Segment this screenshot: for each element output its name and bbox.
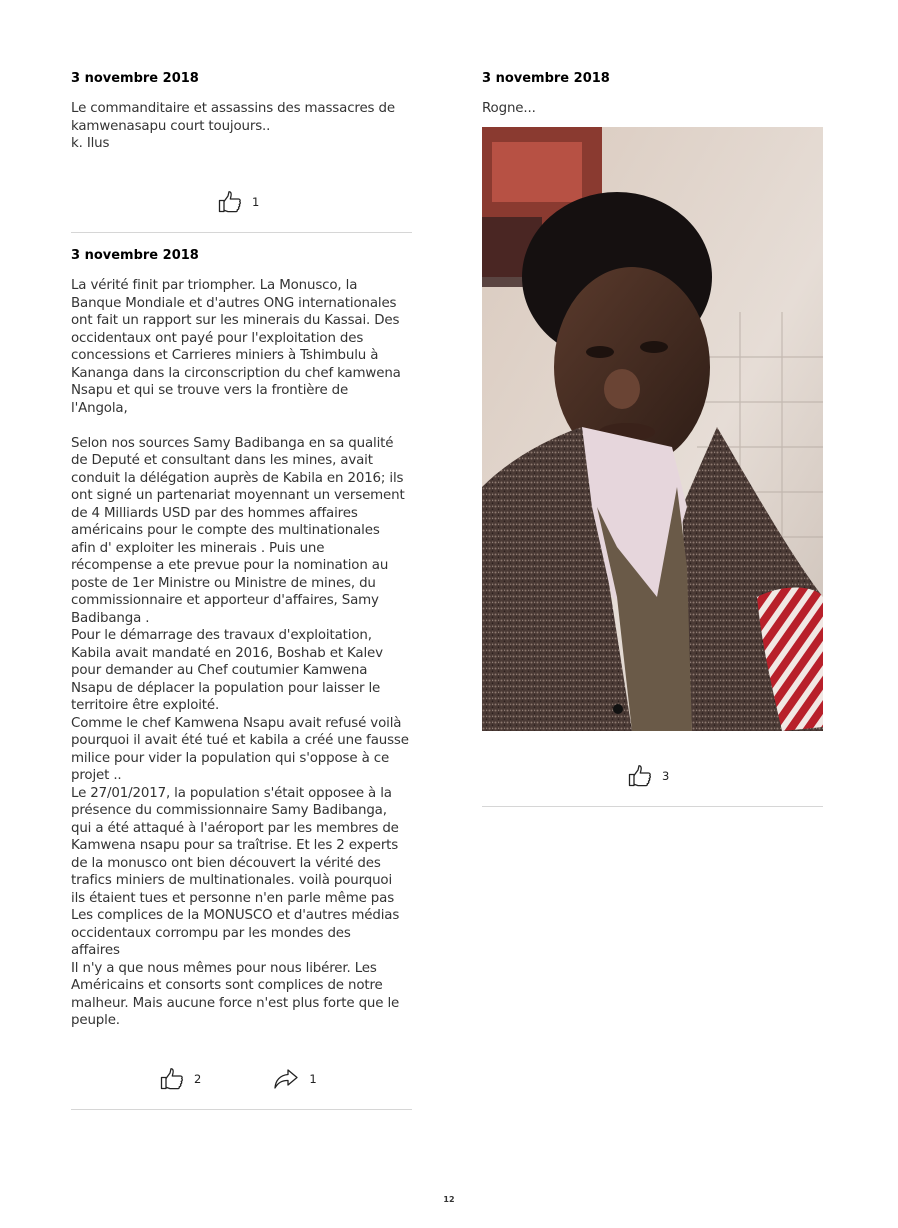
post-reactions [628, 763, 669, 789]
like-button[interactable] [628, 764, 669, 788]
like-button[interactable] [218, 190, 259, 214]
portrait-photo [482, 127, 823, 731]
post-photo [482, 127, 823, 731]
like-count: 2 [194, 1072, 202, 1086]
share-arrow-icon [273, 1067, 299, 1091]
post-reactions [218, 189, 259, 215]
share-count: 1 [309, 1072, 317, 1086]
thumbs-up-icon [218, 190, 242, 214]
post-text: La vérité finit par triompher. La Monusco, la Banque Mondiale et d'autres ONG internationales ont fait un rapport sur les minerais du Kassai. Des occidentaux ont payé pour l'exploitation des concessions et Carrieres miniers à Tshimbulu à Kananga dans la circonscription du chef kamwena Nsapu et qui se trouve vers la frontière de l'Angola, Selon nos sources Samy Badibanga en sa qualité de Deputé et consultant dans les mines, avait conduit la délégation auprès de Kabila en 2016; ils ont signé un partenariat moyennant un versement de 4 Milliards USD par des hommes affaires américains pour le compte des multinationales afin d' exploiter les minerais . Puis une récompense a ete prevue pour la nomination au poste de 1er Ministre ou Ministre de mines, du commissionnaire et apporteur d'affaires, Samy Badibanga . Pour le démarrage des travaux d'exploitation, Kabila avait mandaté en 2016, Boshab et Kalev pour demander au Chef coutumier Kamwena Nsapu de déplacer la population pour laisser le territoire être exploité. Comme le chef Kamwena Nsapu avait refusé voilà pourquoi il avait été tué et kabila a créé une fausse milice pour vider la population qui s'oppose à ce projet .. Le 27/01/2017, la population s'était opposee à la présence du commissionnaire Samy Badibanga, qui a été attaqué à l'aéroport par les membres de Kamwena nsapu pour sa traîtrise. Et les 2 experts de la monusco ont bien découvert la vérité des trafics miniers de multinationales. voilà pourquoi ils étaient tues et personne n'en parle même pas Les complices de la MONUSCO et d'autres médias occidentaux corrompu par les mondes des affaires Il n'y a que nous mêmes pour nous libérer. Les Américains et consorts sont complices de notre malheur. Mais aucune force n'est plus forte que le peuple. [71, 278, 409, 1028]
like-button[interactable] [160, 1067, 201, 1091]
post-text: Rogne... [482, 101, 536, 116]
like-count: 3 [662, 769, 670, 783]
post-reactions [160, 1066, 317, 1092]
like-count: 1 [252, 195, 260, 209]
post-divider [482, 806, 823, 807]
post-divider [71, 232, 412, 233]
thumbs-up-icon [628, 764, 652, 788]
page-number: 12 [443, 1195, 455, 1204]
post-date: 3 novembre 2018 [71, 71, 199, 86]
post-divider [71, 1109, 412, 1110]
post-date: 3 novembre 2018 [71, 248, 199, 263]
post-text: Le commanditaire et assassins des massacres de kamwenasapu court toujours.. k. Ilus [71, 101, 395, 151]
post-date: 3 novembre 2018 [482, 71, 610, 86]
thumbs-up-icon [160, 1067, 184, 1091]
share-button[interactable] [273, 1067, 316, 1091]
